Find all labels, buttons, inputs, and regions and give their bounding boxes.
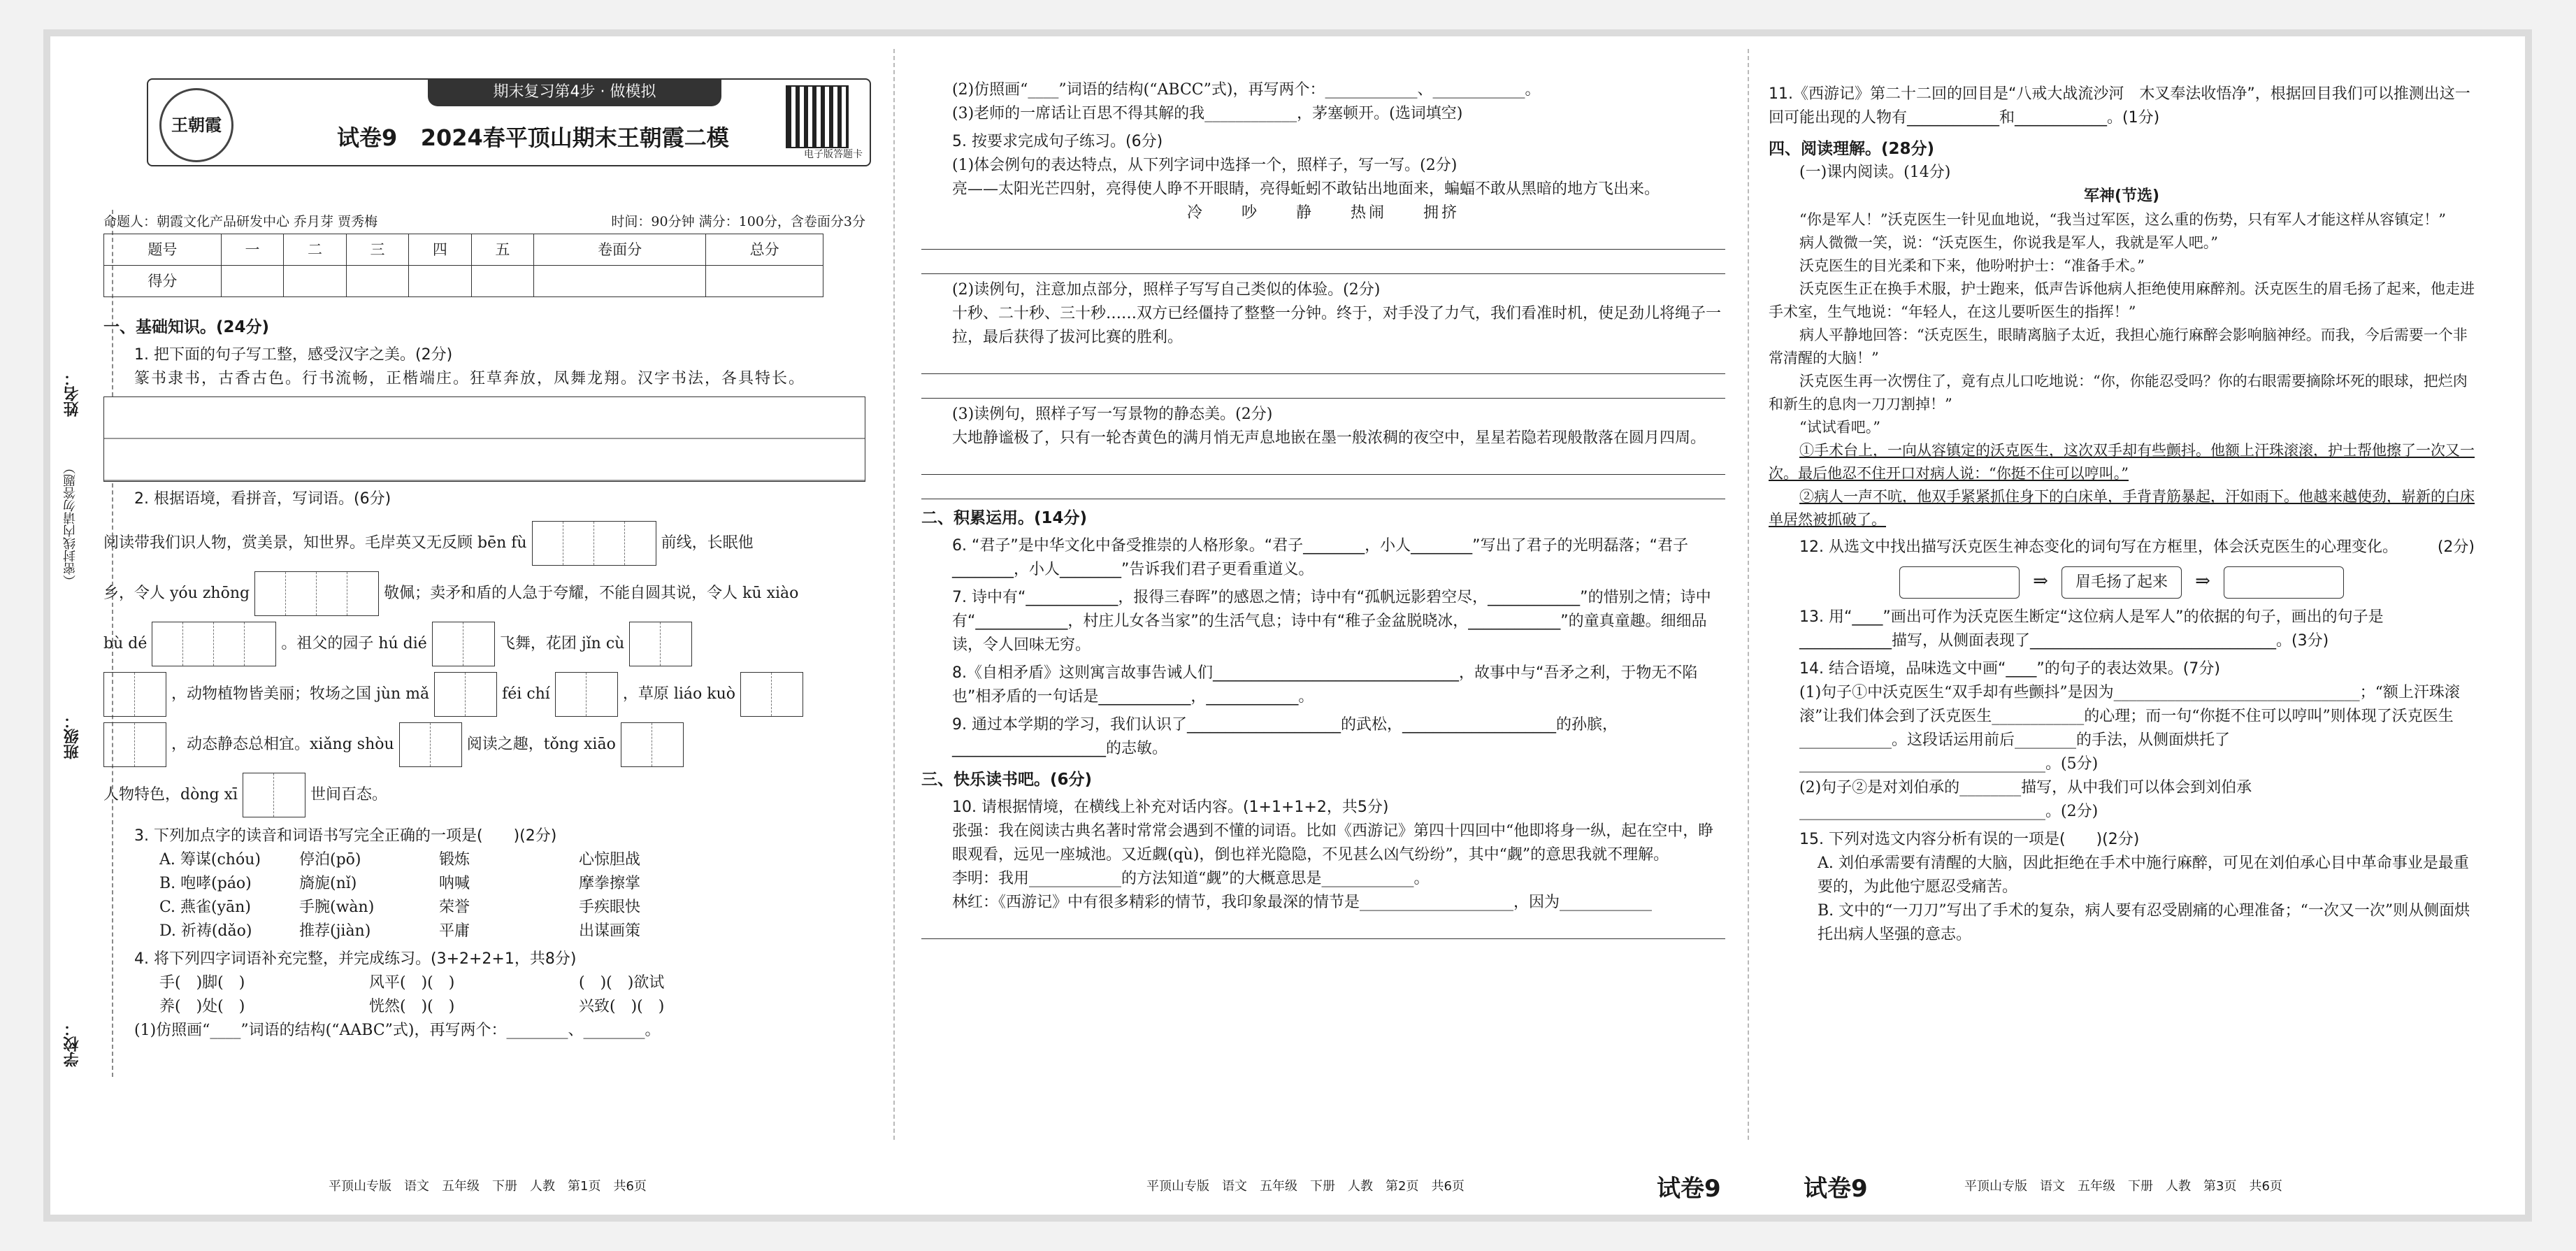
score-cell[interactable] xyxy=(471,266,533,297)
paper-label-page-2: 试卷9 xyxy=(1657,1175,1721,1203)
q2-text: 飞舞，花团 jǐn cù xyxy=(499,635,625,652)
pinyin-answer-grid[interactable] xyxy=(103,672,166,717)
q2-text: ，动物植物皆美丽；牧场之国 jùn mǎ xyxy=(171,685,430,703)
school-label: 学校： xyxy=(64,1021,81,1067)
pinyin-answer-grid[interactable] xyxy=(740,672,803,717)
qr-label: 电子版答题卡 xyxy=(804,149,863,160)
q5-word-list: 冷 吵 静 热闹 拥挤 xyxy=(1186,204,1460,222)
review-badge: 期末复习第4步 · 做模拟 xyxy=(428,78,721,106)
q10-zhang: 张强：我在阅读古典名著时常常会遇到不懂的词语。比如《西游记》第四十四回中“他即将身一纵，起在空中，睁眼观看，远见一座城池。又近觑(qù)，倒也祥光隐隐，不见甚么凶气纷纷”，其中“觑”的意思我就不理解。 xyxy=(952,822,1714,864)
answer-line[interactable] xyxy=(921,475,1725,499)
name-label: 姓名： xyxy=(64,371,81,417)
mind-box-start[interactable] xyxy=(1899,566,2020,599)
pinyin-answer-grid[interactable] xyxy=(152,622,276,666)
paragraph: 沃克医生正在换手术服，护士跑来，低声告诉他病人拒绝使用麻醉剂。沃克医生的眉毛扬了起来，他走进手术室，生气地说：“年轻人，在这儿要听医生的指挥！” xyxy=(1769,280,2475,320)
pinyin-answer-grid[interactable] xyxy=(399,722,462,767)
authors: 命题人：朝霞文化产品研发中心 乔月芽 贾秀梅 xyxy=(103,214,378,229)
question-2: 2. 根据语境，看拼音，写词语。(6分) xyxy=(134,490,391,508)
column-1 xyxy=(103,210,865,1043)
option-a[interactable]: A. 筹谋(chóu) 停泊(pō) 锻炼 心惊胆战 xyxy=(159,851,641,868)
score-input-row xyxy=(104,266,823,297)
cell: 一 xyxy=(221,234,283,266)
time-score: 时间：90分钟 满分：100分，含卷面分3分 xyxy=(611,214,865,229)
question-11: 11.《西游记》第二十二回的回目是“八戒大战流沙河 木叉奉法收悟净”，根据回目我们可以推测出这一回可能出现的人物有____________和____________。(1分) xyxy=(1769,85,2470,127)
paper-label-page-3: 试卷9 xyxy=(1804,1175,1868,1203)
q1-text: 篆书隶书，古香古色。行书流畅，正楷端庄。狂草奔放，凤舞龙翔。汉字书法，各具特长。 xyxy=(134,370,806,387)
q5-sub3: (3)读例句，照样子写一写景物的静态美。(2分) xyxy=(952,406,1273,423)
score-cell[interactable] xyxy=(534,266,706,297)
q2-text: 阅读带我们识人物，赏美景，知世界。毛岸英又无反顾 bēn fù xyxy=(103,534,527,552)
paragraph-underlined: ②病人一声不吭，他双手紧紧抓住身下的白床单，手背青筋暴起，汗如雨下。他越来越使劲，崭新的白床单居然被抓破了。 xyxy=(1769,488,2475,528)
pinyin-answer-grid[interactable] xyxy=(621,722,684,767)
score-cell[interactable] xyxy=(284,266,346,297)
q14-sub2: (2)句子②是对刘伯承的________描写，从中我们可以体会到刘伯承________________________________。(2分) xyxy=(1799,779,2252,820)
mind-box-middle: 眉毛扬了起来 xyxy=(2061,566,2182,599)
question-9: 9. 通过本学期的学习，我们认识了____________________的武松，____________________的孙膑，____________________的志敏。 xyxy=(952,716,1618,757)
section-2-title: 二、积累运用。(14分) xyxy=(921,509,1088,527)
handwriting-box[interactable] xyxy=(103,396,865,482)
answer-line[interactable] xyxy=(921,915,1725,939)
q5-example: 亮——太阳光芒四射，亮得使人睁不开眼睛，亮得蚯蚓不敢钻出地面来，蝙蝠不敢从黑暗的地方飞出来。 xyxy=(952,180,1660,198)
exam-title xyxy=(337,120,729,152)
seal-note: （密封线内请勿答题） xyxy=(63,462,78,587)
mind-box-end[interactable] xyxy=(2224,566,2344,599)
q15-option-b[interactable]: B. 文中的“一刀刀”写出了手术的复杂，病人要有忍受剧痛的心理准备；“一次又一次”则从侧面烘托出病人坚强的意志。 xyxy=(1818,902,2470,943)
q2-text: ，动态静态总相宜。xiǎng shòu xyxy=(171,736,394,753)
cell: 二 xyxy=(284,234,346,266)
q4-sub1: (1)仿照画“____”词语的结构(“AABC”式)，再写两个：________、________。 xyxy=(134,1022,661,1039)
score-table xyxy=(103,234,823,297)
column-divider xyxy=(1748,49,1749,1140)
q5-sub1: (1)体会例句的表达特点，从下列字词中选择一个，照样子，写一写。(2分) xyxy=(952,157,1458,174)
section-3-title: 三、快乐读书吧。(6分) xyxy=(921,771,1093,789)
cell: 四 xyxy=(409,234,471,266)
score-cell[interactable] xyxy=(409,266,471,297)
paragraph: 病人平静地回答：“沃克医生，眼睛离脑子太近，我担心施行麻醉会影响脑神经。而我，今后需要一个非常清醒的大脑！” xyxy=(1769,327,2468,366)
section-4-sub: (一)课内阅读。(14分) xyxy=(1799,164,1951,181)
score-header-row xyxy=(104,234,823,266)
option-b[interactable]: B. 咆哮(páo) 旖旎(nǐ) 呐喊 摩拳擦掌 xyxy=(159,875,641,892)
qr-code-icon[interactable] xyxy=(786,85,849,148)
paragraph: 沃克医生的目光柔和下来，他吩咐护士：“准备手术。” xyxy=(1799,257,2145,274)
q2-text: bù dé xyxy=(103,635,147,652)
paragraph: “你是军人！”沃克医生一针见血地说，“我当过军医，这么重的伤势，只有军人才能这样从容镇定！” xyxy=(1799,211,2446,228)
score-cell[interactable] xyxy=(346,266,408,297)
footer-page-3: 平顶山专版 语文 五年级 下册 人教 第3页 共6页 xyxy=(1964,1179,2282,1194)
paper-label: 试卷9 xyxy=(337,124,398,151)
q5-sub3-example: 大地静谧极了，只有一轮杏黄色的满月悄无声息地嵌在墨一般浓稠的夜空中，星星若隐若现般散落在圆月四周。 xyxy=(952,429,1706,447)
q10-lin: 林红：《西游记》中有很多精彩的情节，我印象最深的情节是____________________，因为____________ xyxy=(952,894,1653,911)
q12-text: 12. 从选文中找出描写沃克医生神态变化的词句写在方框里，体会沃克医生的心理变化。 xyxy=(1799,538,2398,556)
q2-text: 世间百态。 xyxy=(310,786,388,803)
cell: 题号 xyxy=(104,234,222,266)
section-4-title: 四、阅读理解。(28分) xyxy=(1769,140,1935,158)
paragraph: “试试看吧。” xyxy=(1799,419,1880,436)
pinyin-answer-grid[interactable] xyxy=(243,773,305,817)
passage-title: 军神(节选) xyxy=(2083,187,2160,205)
q2-text: ，草原 liáo kuò xyxy=(622,685,736,703)
q5-sub2: (2)读例句，注意加点部分，照样子写写自己类似的体验。(2分) xyxy=(952,281,1381,299)
arrow-right-icon: ⇒ xyxy=(2033,571,2048,592)
option-c[interactable]: C. 燕雀(yān) 手腕(wàn) 荣誉 手疾眼快 xyxy=(159,899,641,916)
question-3: 3. 下列加点字的读音和词语书写完全正确的一项是( )(2分) xyxy=(134,827,557,845)
q2-text: 。祖父的园子 hú dié xyxy=(281,635,427,652)
pinyin-answer-grid[interactable] xyxy=(532,521,656,566)
question-4: 4. 将下列四字词语补充完整，并完成练习。(3+2+2+1，共8分) xyxy=(134,950,577,968)
cell: 卷面分 xyxy=(534,234,706,266)
answer-line[interactable] xyxy=(921,225,1725,250)
class-label: 班级： xyxy=(64,713,81,759)
q2-passage xyxy=(103,518,865,820)
answer-line[interactable] xyxy=(921,374,1725,399)
option-d[interactable]: D. 祈祷(dǎo) 推荐(jiàn) 平庸 出谋画策 xyxy=(159,922,641,940)
mind-flow xyxy=(1769,566,2475,599)
cell: 五 xyxy=(471,234,533,266)
paragraph: 病人微微一笑，说：“沃克医生，你说我是军人，我就是军人吧。” xyxy=(1799,234,2218,251)
pinyin-answer-grid[interactable] xyxy=(629,622,692,666)
student-info-sidebar xyxy=(62,210,103,1084)
q15-option-a[interactable]: A. 刘伯承需要有清醒的大脑，因此拒绝在手术中施行麻醉，可见在刘伯承心目中革命事业是最重要的，为此他宁愿忍受痛苦。 xyxy=(1818,855,2469,896)
question-13: 13. 用“____”画出可作为沃克医生断定“这位病人是军人”的依据的句子，画出的句子是____________描写，从侧面表现了________________________________。(3分) xyxy=(1799,608,2384,650)
score-cell[interactable] xyxy=(221,266,283,297)
q4-words: 手( )脚( ) 风平( )( ) ( )( )欲试 养( )处( ) 恍然( )( ) 兴致( )( ) xyxy=(159,974,665,1015)
section-1-title: 一、基础知识。(24分) xyxy=(103,318,270,336)
pinyin-answer-grid[interactable] xyxy=(555,672,618,717)
answer-line[interactable] xyxy=(921,350,1725,374)
q12-score: (2分) xyxy=(2437,538,2475,556)
paragraph: 沃克医生再一次愣住了，竟有点儿口吃地说：“你，你能忍受吗？你的右眼需要摘除坏死的眼球，把烂肉和新生的息肉一刀刀割掉！” xyxy=(1769,373,2468,413)
question-12 xyxy=(1769,536,2475,559)
exam-title-text: 2024春平顶山期末王朝霞二模 xyxy=(420,124,729,151)
pinyin-answer-grid[interactable] xyxy=(254,571,379,616)
brand-logo: 王朝霞 xyxy=(159,88,233,162)
arrow-right-icon: ⇒ xyxy=(2195,571,2210,592)
answer-line[interactable] xyxy=(921,450,1725,475)
question-5: 5. 按要求完成句子练习。(6分) xyxy=(952,133,1163,150)
pinyin-answer-grid[interactable] xyxy=(103,722,166,767)
question-15: 15. 下列对选文内容分析有误的一项是( )(2分) xyxy=(1799,831,2140,848)
q10-li: 李明：我用____________的方法知道“觑”的大概意思是____________。 xyxy=(952,870,1430,887)
column-divider xyxy=(893,49,895,1140)
q2-text: 乡，令人 yóu zhōng xyxy=(103,585,250,602)
q4-sub3: (3)老师的一席话让百思不得其解的我____________，茅塞顿开。(选词填空) xyxy=(952,105,1463,122)
question-14: 14. 结合语境，品味选文中画“____”的句子的表达效果。(7分) xyxy=(1799,660,2220,678)
footer-page-2: 平顶山专版 语文 五年级 下册 人教 第2页 共6页 xyxy=(1146,1179,1465,1194)
question-8: 8.《自相矛盾》这则寓言故事告诫人们________________________________，故事中与“吾矛之利，于物无不陷也”相矛盾的一句话是____________，____________。 xyxy=(952,664,1698,706)
exam-meta xyxy=(103,210,865,234)
q2-text: féi chí xyxy=(502,685,550,703)
question-10: 10. 请根据情境，在横线上补充对话内容。(1+1+1+2，共5分) xyxy=(952,799,1389,816)
q5-sub2-example: 十秒、二十秒、三十秒……双方已经僵持了整整一分钟。终于，对手没了力气，我们看准时机，使足劲儿将绳子一拉，最后获得了拔河比赛的胜利。 xyxy=(952,305,1722,346)
score-cell[interactable] xyxy=(706,266,823,297)
q14-sub1: (1)句子①中沃克医生“双手却有些颤抖”是因为________________________________；“额上汗珠滚滚”让我们体会到了沃克医生____________的心理；而一句“你挺不住可以哼叫”则体现了沃克医生____________。这段话运用前后________的手法，从侧面烘托了________________________________。(5分) xyxy=(1799,684,2460,773)
q3-options xyxy=(103,848,865,943)
cell: 得分 xyxy=(104,266,222,297)
q2-text: 敬佩；卖矛和盾的人急于夸耀，不能自圆其说，令人 kū xiào xyxy=(384,585,799,602)
question-6: 6. “君子”是中华文化中备受推崇的人格形象。“君子________，小人________”写出了君子的光明磊落；“君子________，小人________”告诉我们君子更看重道义。 xyxy=(952,537,1688,578)
question-7: 7. 诗中有“____________，报得三春晖”的感恩之情；诗中有“孤帆远影碧空尽，____________”的惜别之情；诗中有“____________，村庄儿女各当家”的生活气息；诗中有“稚子金盆脱晓冰，____________”的童真童趣。细细品读，令人回味无穷。 xyxy=(952,589,1711,654)
pinyin-answer-grid[interactable] xyxy=(434,672,497,717)
q2-text: 人物特色，dòng xī xyxy=(103,786,238,803)
cell: 三 xyxy=(346,234,408,266)
answer-line[interactable] xyxy=(921,250,1725,274)
paragraph-underlined: ①手术台上，一向从容镇定的沃克医生，这次双手却有些颤抖。他额上汗珠滚滚，护士帮他擦了一次又一次。最后他忍不住开口对病人说：“你挺不住可以哼叫。” xyxy=(1769,442,2475,482)
pinyin-answer-grid[interactable] xyxy=(432,622,495,666)
cell: 总分 xyxy=(706,234,823,266)
q2-text: 前线，长眠他 xyxy=(661,534,754,552)
column-3 xyxy=(1769,78,2475,947)
q4-sub2: (2)仿照画“____”词语的结构(“ABCC”式)，再写两个：____________、____________。 xyxy=(952,81,1541,99)
q2-text: 阅读之趣，tǒng xiāo xyxy=(466,736,616,753)
footer-page-1: 平顶山专版 语文 五年级 下册 人教 第1页 共6页 xyxy=(329,1179,647,1194)
question-1: 1. 把下面的句子写工整，感受汉字之美。(2分) xyxy=(134,346,453,364)
reading-passage xyxy=(1769,208,2475,531)
column-2 xyxy=(921,78,1725,939)
exam-header xyxy=(147,78,871,166)
